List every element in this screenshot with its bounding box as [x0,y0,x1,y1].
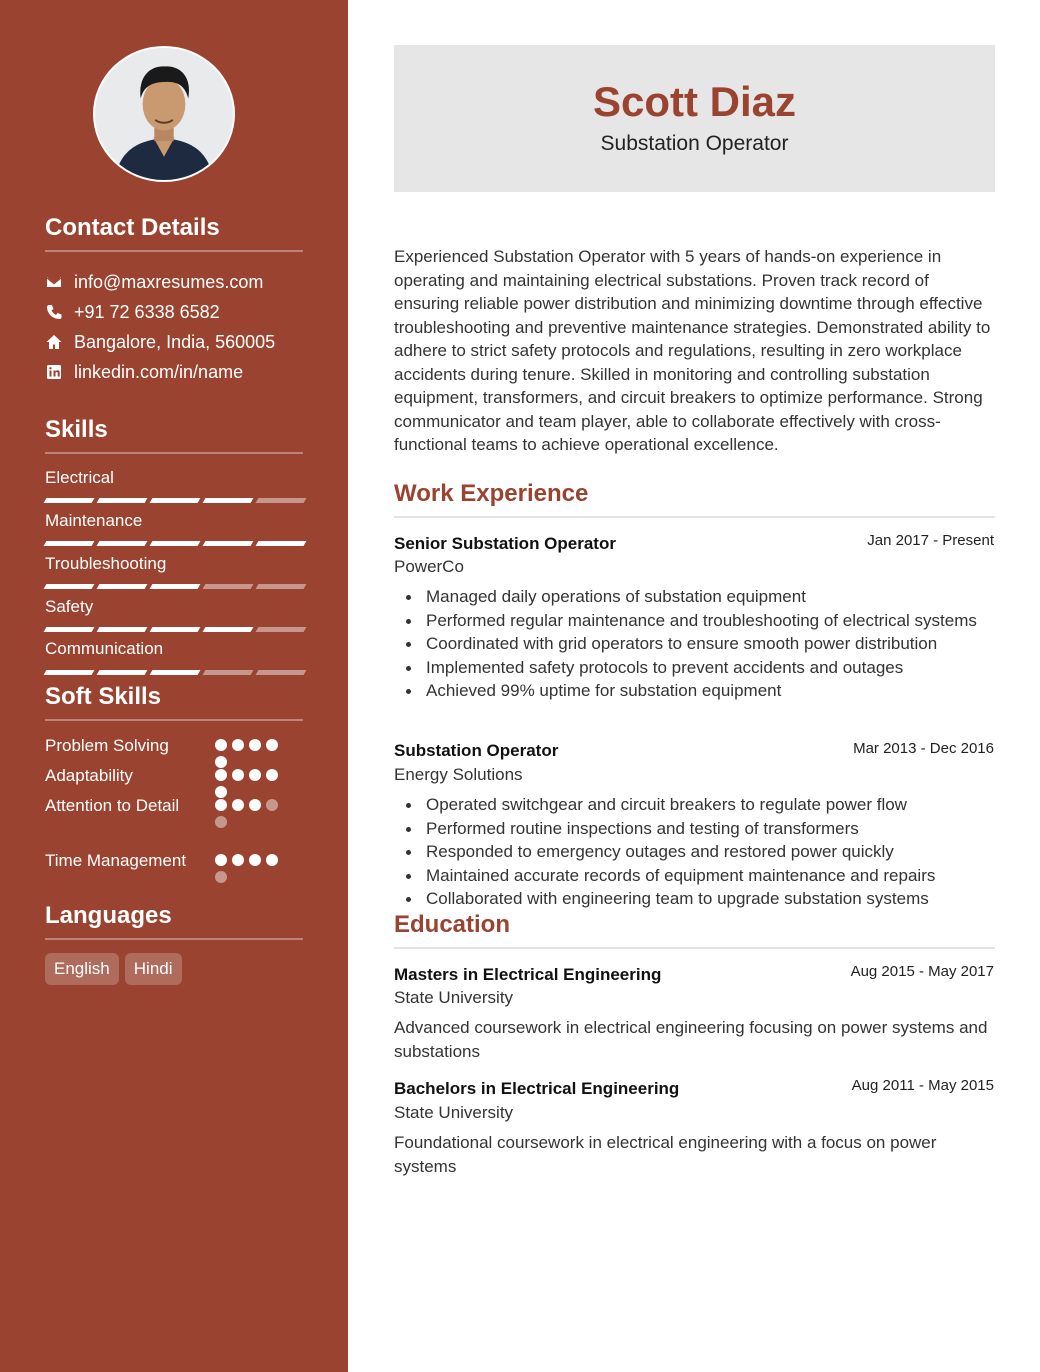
skill-level-segment [150,627,201,632]
skill-level-segment [150,584,201,589]
envelope-icon [45,273,63,291]
contact-linkedin-text: linkedin.com/in/name [74,361,244,382]
skill-name: Safety [45,597,94,616]
summary-text: Experienced Substation Operator with 5 years of hands-on experience in operating and maintaining electrical substations. Proven track record of ensuring reliable power distribution and minimizing downtime through effective troubleshooting and preventive maintenance strategies. Demonstrated ability to adhere to strict safety protocols and regulations, resulting in zero workplace accidents during tenure. Skilled in monitoring and controlling substation equipment, transformers, and circuit breakers to optimize performance. Strong communicator and team player, able to collaborate effectively with cross-functional teams to achieve operational excellence. [394,247,991,454]
rating-dot [266,799,278,811]
skill-level-segment [203,584,254,589]
contact-phone-text: +91 72 6338 6582 [74,301,220,322]
job-bullet: Managed daily operations of substation equipment [426,585,996,609]
skill-level-segment [203,627,254,632]
skill-level-segment [203,670,254,675]
skill-level-segment [97,627,148,632]
job-bullet: Responded to emergency outages and restored power quickly [426,840,996,864]
rating-dot [266,739,278,751]
job-bullet: Performed regular maintenance and troubleshooting of electrical systems [426,609,996,633]
sidebar [0,0,348,1372]
job-dates: Mar 2013 - Dec 2016 [853,740,994,757]
soft-skill-name: Adaptability [45,766,133,785]
skill-level-segment [44,627,95,632]
soft-skill-name: Problem Solving [45,736,169,755]
job-bullet: Achieved 99% uptime for substation equipment [426,679,996,703]
education-dates: Aug 2015 - May 2017 [850,963,994,980]
skill-level-segment [97,584,148,589]
skill-level-segment [44,498,95,503]
job-bullet: Maintained accurate records of equipment maintenance and repairs [426,864,996,888]
contact-location-text: Bangalore, India, 560005 [74,331,276,352]
job-bullet: Performed routine inspections and testing of transformers [426,817,996,841]
skill-level-bar [45,541,305,546]
skill-level-segment [44,670,95,675]
skill-name: Troubleshooting [45,554,167,573]
degree-title: Bachelors in Electrical Engineering [394,1079,680,1098]
rating-dot [249,739,261,751]
job-bullet: Operated switchgear and circuit breakers to regulate power flow [426,793,996,817]
job-company: PowerCo [394,557,464,576]
skill-level-segment [256,498,307,503]
rating-dot [266,769,278,781]
skill-level-segment [256,584,307,589]
job-bullets [426,793,996,911]
skill-name: Communication [45,639,164,658]
education-description: Foundational coursework in electrical engineering with a focus on power systems [394,1133,937,1176]
languages-list [45,953,182,985]
profile-photo [95,48,233,180]
rating-dot [266,854,278,866]
school-name: State University [394,988,514,1007]
skill-name: Electrical [45,468,114,487]
rating-dot [215,854,227,866]
rating-dot [249,854,261,866]
skill-level-segment [44,541,95,546]
candidate-title: Substation Operator [600,132,789,155]
school-name: State University [394,1103,514,1122]
job-bullet: Implemented safety protocols to prevent accidents and outages [426,656,996,680]
education-dates: Aug 2011 - May 2015 [851,1077,994,1094]
skill-name: Maintenance [45,511,143,530]
contact-phone[interactable] [45,300,220,324]
linkedin-icon [45,363,63,381]
job-title: Substation Operator [394,741,559,760]
soft-skills-heading: Soft Skills [45,683,303,721]
job-bullets [426,585,996,703]
job-company: Energy Solutions [394,765,523,784]
education-heading: Education [394,911,995,949]
skill-level-segment [97,541,148,546]
rating-dot [232,739,244,751]
skill-level-bar [45,498,305,503]
contact-email-text: info@maxresumes.com [74,271,264,292]
phone-icon [45,303,63,321]
skill-level-segment [203,541,254,546]
contact-heading: Contact Details [45,214,303,252]
rating-dot [232,854,244,866]
soft-skill-rating [215,739,285,768]
skill-level-segment [256,670,307,675]
languages-heading: Languages [45,902,303,940]
soft-skill-rating [215,769,285,798]
contact-location [45,330,275,354]
skill-level-segment [150,670,201,675]
skill-level-segment [150,541,201,546]
job-bullet: Collaborated with engineering team to upgrade substation systems [426,887,996,911]
rating-dot [215,799,227,811]
soft-skill-rating [215,854,285,883]
language-tag: English [45,953,119,985]
home-icon [45,333,63,351]
skills-heading: Skills [45,416,303,454]
contact-linkedin[interactable] [45,360,243,384]
rating-dot [215,816,227,828]
rating-dot [215,756,227,768]
candidate-name: Scott Diaz [592,78,797,125]
rating-dot [215,786,227,798]
job-title: Senior Substation Operator [394,534,616,553]
skill-level-segment [150,498,201,503]
soft-skill-rating [215,799,285,828]
job-dates: Jan 2017 - Present [867,532,994,549]
skill-level-segment [256,627,307,632]
job-bullet: Coordinated with grid operators to ensure smooth power distribution [426,632,996,656]
degree-title: Masters in Electrical Engineering [394,965,662,984]
skill-level-bar [45,584,305,589]
work-experience-heading: Work Experience [394,480,995,518]
rating-dot [249,799,261,811]
language-tag: Hindi [125,953,182,985]
rating-dot [249,769,261,781]
skill-level-segment [256,541,307,546]
skill-level-bar [45,627,305,632]
rating-dot [232,799,244,811]
rating-dot [215,769,227,781]
skill-level-segment [44,584,95,589]
rating-dot [232,769,244,781]
soft-skill-name: Time Management [45,851,187,870]
education-description: Advanced coursework in electrical engineering focusing on power systems and substations [394,1018,988,1061]
contact-email[interactable] [45,270,263,294]
rating-dot [215,739,227,751]
skill-level-segment [203,498,254,503]
skill-level-segment [97,670,148,675]
rating-dot [215,871,227,883]
skill-level-bar [45,670,305,675]
avatar [93,46,235,182]
soft-skill-name: Attention to Detail [45,796,180,815]
resume-header [394,45,995,192]
skill-level-segment [97,498,148,503]
